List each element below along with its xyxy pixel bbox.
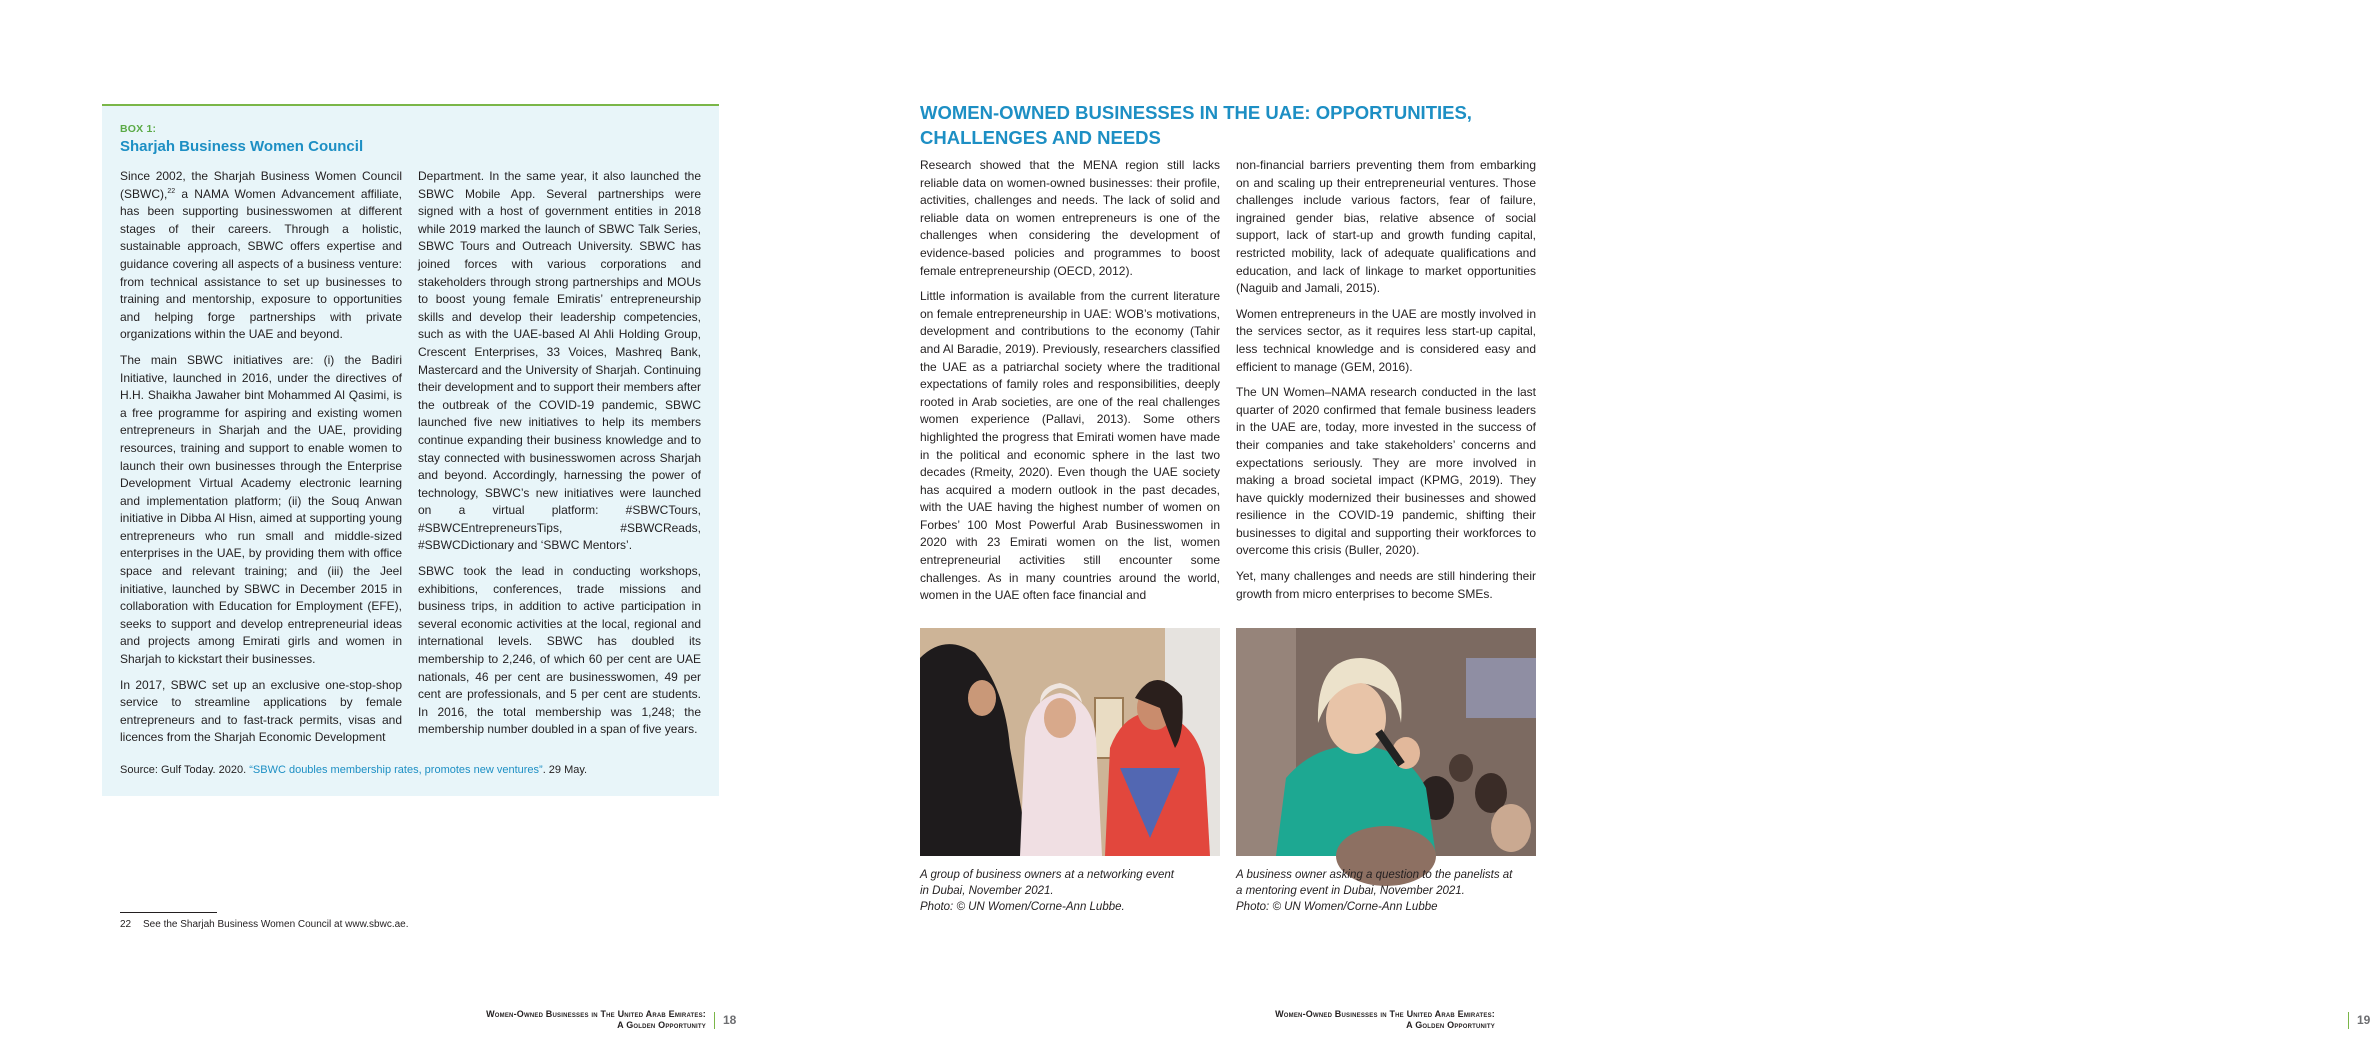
photo-networking-event — [920, 628, 1220, 856]
footer-line-1: Women-Owned Businesses in The United Arab Emirates: — [1275, 1009, 1495, 1019]
box-paragraph: The main SBWC initiatives are: (i) the Badiri Initiative, launched in 2016, under the directives of H.H. Shaikha Jawaher bint Mohammed Al Qasimi, is a free programme for aspiring and existing women entrepreneurs in Sharjah and the UAE, providing resources, training and support to enable women to launch their own businesses through the Enterprise Development Virtual Academy electronic learning and implementation platform; (ii) the Souq Anwan initiative in Dibba Al Hisn, aimed at supporting young entrepreneurs who run small and middle-sized enterprises in the UAE, by providing them with office space and relevant training; and (iii) the Jeel initiative, launched by SBWC in December 2015 in collaboration with Education for Employment (EFE), seeks to support and develop entrepreneurial ideas and projects among Emirati girls and women in Sharjah to kickstart their businesses. — [120, 352, 402, 667]
source-link[interactable]: “SBWC doubles membership rates, promotes new ventures” — [249, 764, 543, 776]
caption-line: in Dubai, November 2021. — [920, 885, 1054, 897]
running-footer — [486, 1009, 706, 1031]
page-number: 18 — [714, 1012, 736, 1029]
page-number: 19 — [2348, 1012, 2370, 1029]
caption-credit: Photo: © UN Women/Corne-Ann Lubbe. — [920, 901, 1125, 913]
page-18 — [0, 0, 816, 1056]
caption-line: a mentoring event in Dubai, November 2021. — [1236, 885, 1465, 897]
footnote-number: 22 — [120, 919, 132, 930]
box-1-sbwc — [102, 104, 719, 796]
box-source — [120, 764, 587, 776]
box-text: Since 2002, the Sharjah Business Women Council (SBWC), — [120, 169, 402, 201]
footer-line-2: A Golden Opportunity — [617, 1020, 706, 1030]
box-paragraph: In 2017, SBWC set up an exclusive one-stop-shop service to streamline applications by female entrepreneurs and to fast-track permits, visas and licences from the Sharjah Economic Development — [120, 677, 402, 745]
footer-line-2: A Golden Opportunity — [1406, 1020, 1495, 1030]
paragraph: Little information is available from the current literature on female entrepreneurship in UAE: WOB’s motivations, development and contributions to the economy (Tahir and Al Baradie, 2019). Previously, researchers classified the UAE as a patriarchal society where the traditional expectations of family roles and responsibilities, deeply rooted in Arab societies, are one of the real challenges women experience (Pallavi, 2013). Some others highlighted the progress that Emirati women have made in the political and economic sphere in the last two decades (Rmeity, 2020). Even though the UAE society has acquired a modern outlook in the past decades, with the UAE having the highest number of women on Forbes’ 100 Most Powerful Arab Businesswomen in 2020 with 23 Emirati women on the list, women entrepreneurial activities still encounter some challenges. As in many countries around the world, women in the UAE often face financial and — [920, 289, 1220, 603]
text-column-1 — [920, 157, 1220, 613]
source-prefix: Source: Gulf Today. 2020. — [120, 764, 250, 776]
paragraph: Research showed that the MENA region still lacks reliable data on women-owned businesses: their profile, activities, challenges and needs. The lack of solid and reliable data on women entrepreneurs is one of the challenges when considering the development of evidence-based policies and programmes to boost female entrepreneurship (OECD, 2012). — [920, 158, 1220, 278]
box-text: a NAMA Women Advancement affiliate, has been supporting businesswomen at different stages of their careers. Through a holistic, sustainable approach, SBWC offers expertise and guidance covering all aspects of a business venture: from technical assistance to set up businesses to training and mentorship, exposure to opportunities and helping forge partnerships with private organizations within the UAE and beyond. — [120, 186, 402, 342]
paragraph: non-financial barriers preventing them from embarking on and scaling up their entrepreneurial ventures. Those challenges include various factors, fear of failure, ingrained gender bias, relative absence of social support, lack of start-up and growth funding capital, restricted mobility, lack of adequate qualifications and education, and lack of linkage to market opportunities (Naguib and Jamali, 2015). — [1236, 158, 1536, 296]
box-column-1 — [120, 168, 402, 747]
caption-line: A business owner asking a question to the panelists at — [1236, 869, 1513, 881]
photo-mentoring-event — [1236, 628, 1536, 856]
photo-caption-2 — [1236, 867, 1536, 915]
caption-line: A group of business owners at a networking event — [920, 869, 1174, 881]
caption-credit: Photo: © UN Women/Corne-Ann Lubbe — [1236, 901, 1438, 913]
box-title: Sharjah Business Women Council — [120, 138, 364, 155]
box-paragraph — [120, 168, 402, 344]
box-kicker: BOX 1: — [120, 123, 157, 135]
paragraph: The UN Women–NAMA research conducted in the last quarter of 2020 confirmed that female business leaders in the UAE are, today, more invested in the success of their companies and take stakeholders’ concerns and expectations seriously. They are more involved in making a broad societal impact (KPMG, 2019). They have quickly modernized their businesses and showed resilience in the COVID-19 pandemic, shifting their businesses to digital and supporting their workforces to overcome this crisis (Buller, 2020). — [1236, 385, 1536, 558]
footer-line-1: Women-Owned Businesses in The United Arab Emirates: — [486, 1009, 706, 1019]
source-suffix: . 29 May. — [542, 764, 588, 776]
photo-caption-1 — [920, 867, 1220, 915]
box-column-2 — [418, 168, 701, 739]
box-paragraph: SBWC took the lead in conducting workshops, exhibitions, conferences, trade missions and business trips, in addition to active participation in several economic activities at the local, regional and international levels. SBWC has doubled its membership to 2,246, of which 60 per cent are UAE nationals, 46 per cent are businesswomen, 49 per cent are professionals, and 5 per cent are students. In 2016, the total membership was 1,248; the membership number doubled in a span of five years. — [418, 564, 701, 737]
box-paragraph: Department. In the same year, it also launched the SBWC Mobile App. Several partnerships were signed with a host of government entities in 2018 while 2019 marked the launch of SBWC Talk Series, SBWC Tours and Outreach University. SBWC has joined forces with various corporations and stakeholders through strong partnerships and MOUs to boost young female Emiratis’ entrepreneurship skills and develop their leadership competencies, such as with the UAE-based Al Ahli Holding Group, Crescent Enterprises, 33 Voices, Mashreq Bank, Mastercard and the University of Sharjah. Continuing their development and to support their members after the outbreak of the COVID-19 pandemic, SBWC launched five new initiatives to help its members continue expanding their business knowledge and to stay connected with businesswomen across Sharjah and beyond. Accordingly, harnessing the power of technology, SBWC’s new initiatives were launched on a virtual platform: #SBWCTours, #SBWCEntrepreneursTips, #SBWCReads, #SBWCDictionary and ‘SBWC Mentors’. — [418, 169, 701, 553]
footnote-ref: 22 — [167, 187, 176, 195]
running-footer — [1275, 1009, 1495, 1031]
text-column-2 — [1236, 157, 1536, 611]
paragraph: Women entrepreneurs in the UAE are mostly involved in the services sector, as it requires less start-up capital, less technical knowledge and is considered easy and efficient to manage (GEM, 2016). — [1236, 306, 1536, 374]
page-19 — [816, 0, 2370, 1056]
footnote-text: See the Sharjah Business Women Council at www.sbwc.ae. — [143, 919, 409, 930]
paragraph: Yet, many challenges and needs are still hindering their growth from micro enterprises to become SMEs. — [1236, 569, 1536, 601]
footnote-rule — [120, 912, 217, 913]
footnote — [120, 919, 409, 930]
section-title: WOMEN-OWNED BUSINESSES IN THE UAE: OPPORTUNITIES, CHALLENGES AND NEEDS — [920, 102, 1472, 148]
